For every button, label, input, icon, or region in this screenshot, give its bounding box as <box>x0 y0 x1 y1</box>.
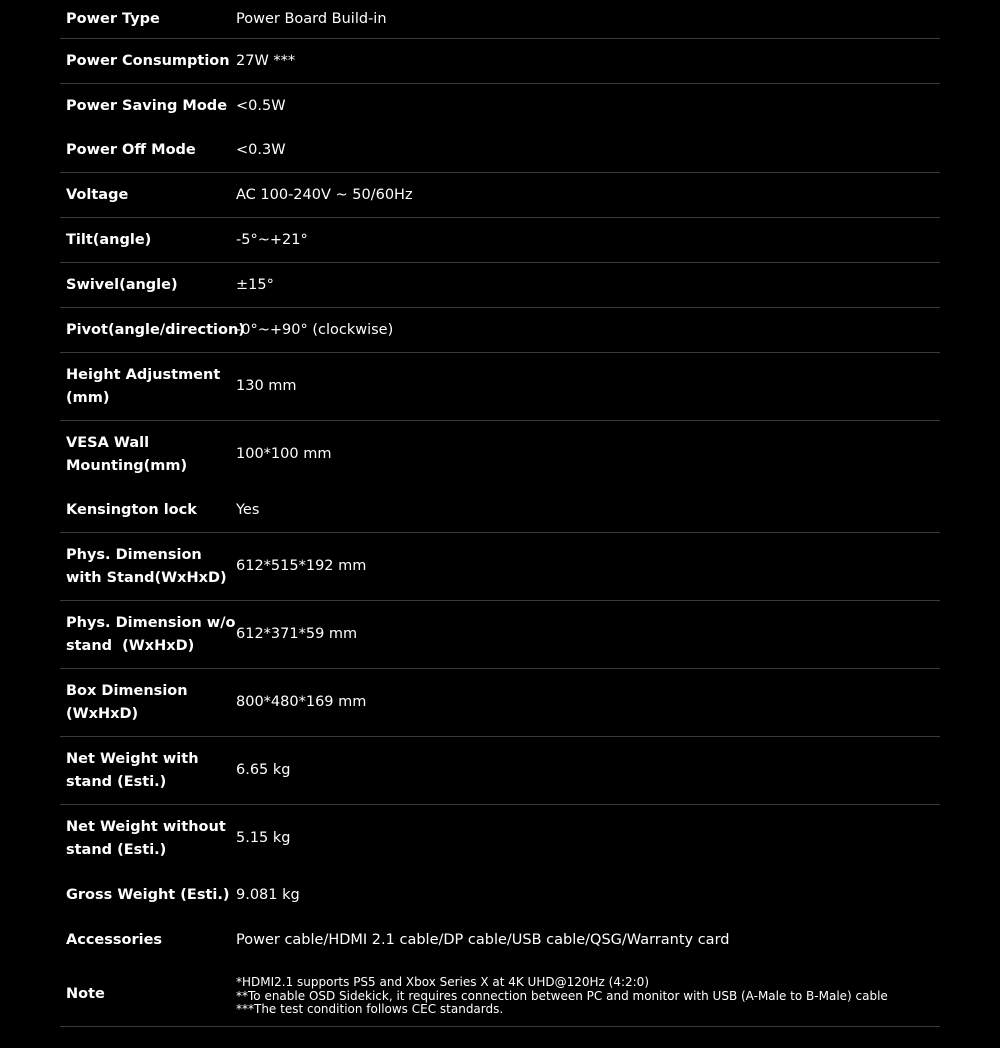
spec-label: Pivot(angle/direction) <box>66 321 245 338</box>
spec-label: Height Adjustment (mm) <box>66 366 221 406</box>
spec-value: AC 100-240V ~ 50/60Hz <box>236 186 413 203</box>
spec-row-power-off-mode <box>60 129 940 173</box>
spec-row-note <box>60 963 940 1027</box>
spec-value: Power Board Build-in <box>236 10 387 27</box>
spec-row-accessories <box>60 918 940 963</box>
spec-label: Tilt(angle) <box>66 231 152 248</box>
spec-label: Net Weight without stand (Esti.) <box>66 818 226 858</box>
note-text <box>236 972 940 1017</box>
spec-row-power-type <box>60 0 940 39</box>
spec-table <box>60 0 940 1027</box>
spec-row-dimension-with-stand <box>60 533 940 601</box>
note-line-hdmi: *HDMI2.1 supports PS5 and Xbox Series X at 4K UHD@120Hz (4:2:0) <box>236 975 649 990</box>
spec-label: Gross Weight (Esti.) <box>66 886 230 903</box>
spec-row-dimension-without-stand <box>60 601 940 669</box>
spec-label: Accessories <box>66 931 163 948</box>
spec-row-gross-weight <box>60 873 940 918</box>
spec-value: 130 mm <box>236 378 297 394</box>
spec-row-swivel <box>60 263 940 308</box>
spec-row-net-weight-without-stand <box>60 805 940 873</box>
spec-row-height-adjustment <box>60 353 940 421</box>
spec-value: 6.65 kg <box>236 762 291 778</box>
spec-value: 612*371*59 mm <box>236 626 358 642</box>
spec-row-power-saving-mode <box>60 84 940 129</box>
spec-value: Yes <box>236 502 260 518</box>
spec-label: Net Weight with stand (Esti.) <box>66 750 199 790</box>
spec-value: -0°~+90° (clockwise) <box>236 321 394 338</box>
spec-row-net-weight-with-stand <box>60 737 940 805</box>
spec-label: Note <box>66 986 105 1002</box>
spec-label: Kensington lock <box>66 502 197 518</box>
spec-label: Phys. Dimension w/o stand (WxHxD) <box>66 614 241 654</box>
spec-value: 9.081 kg <box>236 886 300 903</box>
spec-value: <0.3W <box>236 142 286 158</box>
spec-label: Power Type <box>66 10 160 27</box>
spec-row-kensington-lock <box>60 489 940 533</box>
spec-value: -5°~+21° <box>236 231 308 248</box>
spec-row-voltage <box>60 173 940 218</box>
spec-label: Box Dimension (WxHxD) <box>66 682 188 722</box>
note-line-osd-sidekick: **To enable OSD Sidekick, it requires connection between PC and monitor with USB (A-Male to B-Male) cable <box>236 988 888 1003</box>
spec-value: 27W *** <box>236 52 296 69</box>
spec-value: 100*100 mm <box>236 446 332 462</box>
spec-row-vesa <box>60 421 940 489</box>
spec-value: Power cable/HDMI 2.1 cable/DP cable/USB cable/QSG/Warranty card <box>236 931 730 948</box>
spec-value: 612*515*192 mm <box>236 558 367 574</box>
spec-label: Swivel(angle) <box>66 276 178 293</box>
spec-value: ±15° <box>236 276 274 293</box>
spec-row-tilt <box>60 218 940 263</box>
spec-label: VESA Wall Mounting(mm) <box>66 434 188 474</box>
spec-value: <0.5W <box>236 97 286 114</box>
note-line-cec: ***The test condition follows CEC standards. <box>236 1002 504 1017</box>
spec-value: 800*480*169 mm <box>236 694 367 710</box>
spec-label: Phys. Dimension with Stand(WxHxD) <box>66 546 227 586</box>
spec-row-power-consumption <box>60 39 940 84</box>
spec-row-box-dimension <box>60 669 940 737</box>
spec-label: Power Consumption <box>66 52 230 69</box>
spec-row-pivot <box>60 308 940 353</box>
spec-label: Voltage <box>66 186 129 203</box>
spec-label: Power Saving Mode <box>66 97 228 114</box>
spec-value: 5.15 kg <box>236 830 291 846</box>
spec-label: Power Off Mode <box>66 142 196 158</box>
